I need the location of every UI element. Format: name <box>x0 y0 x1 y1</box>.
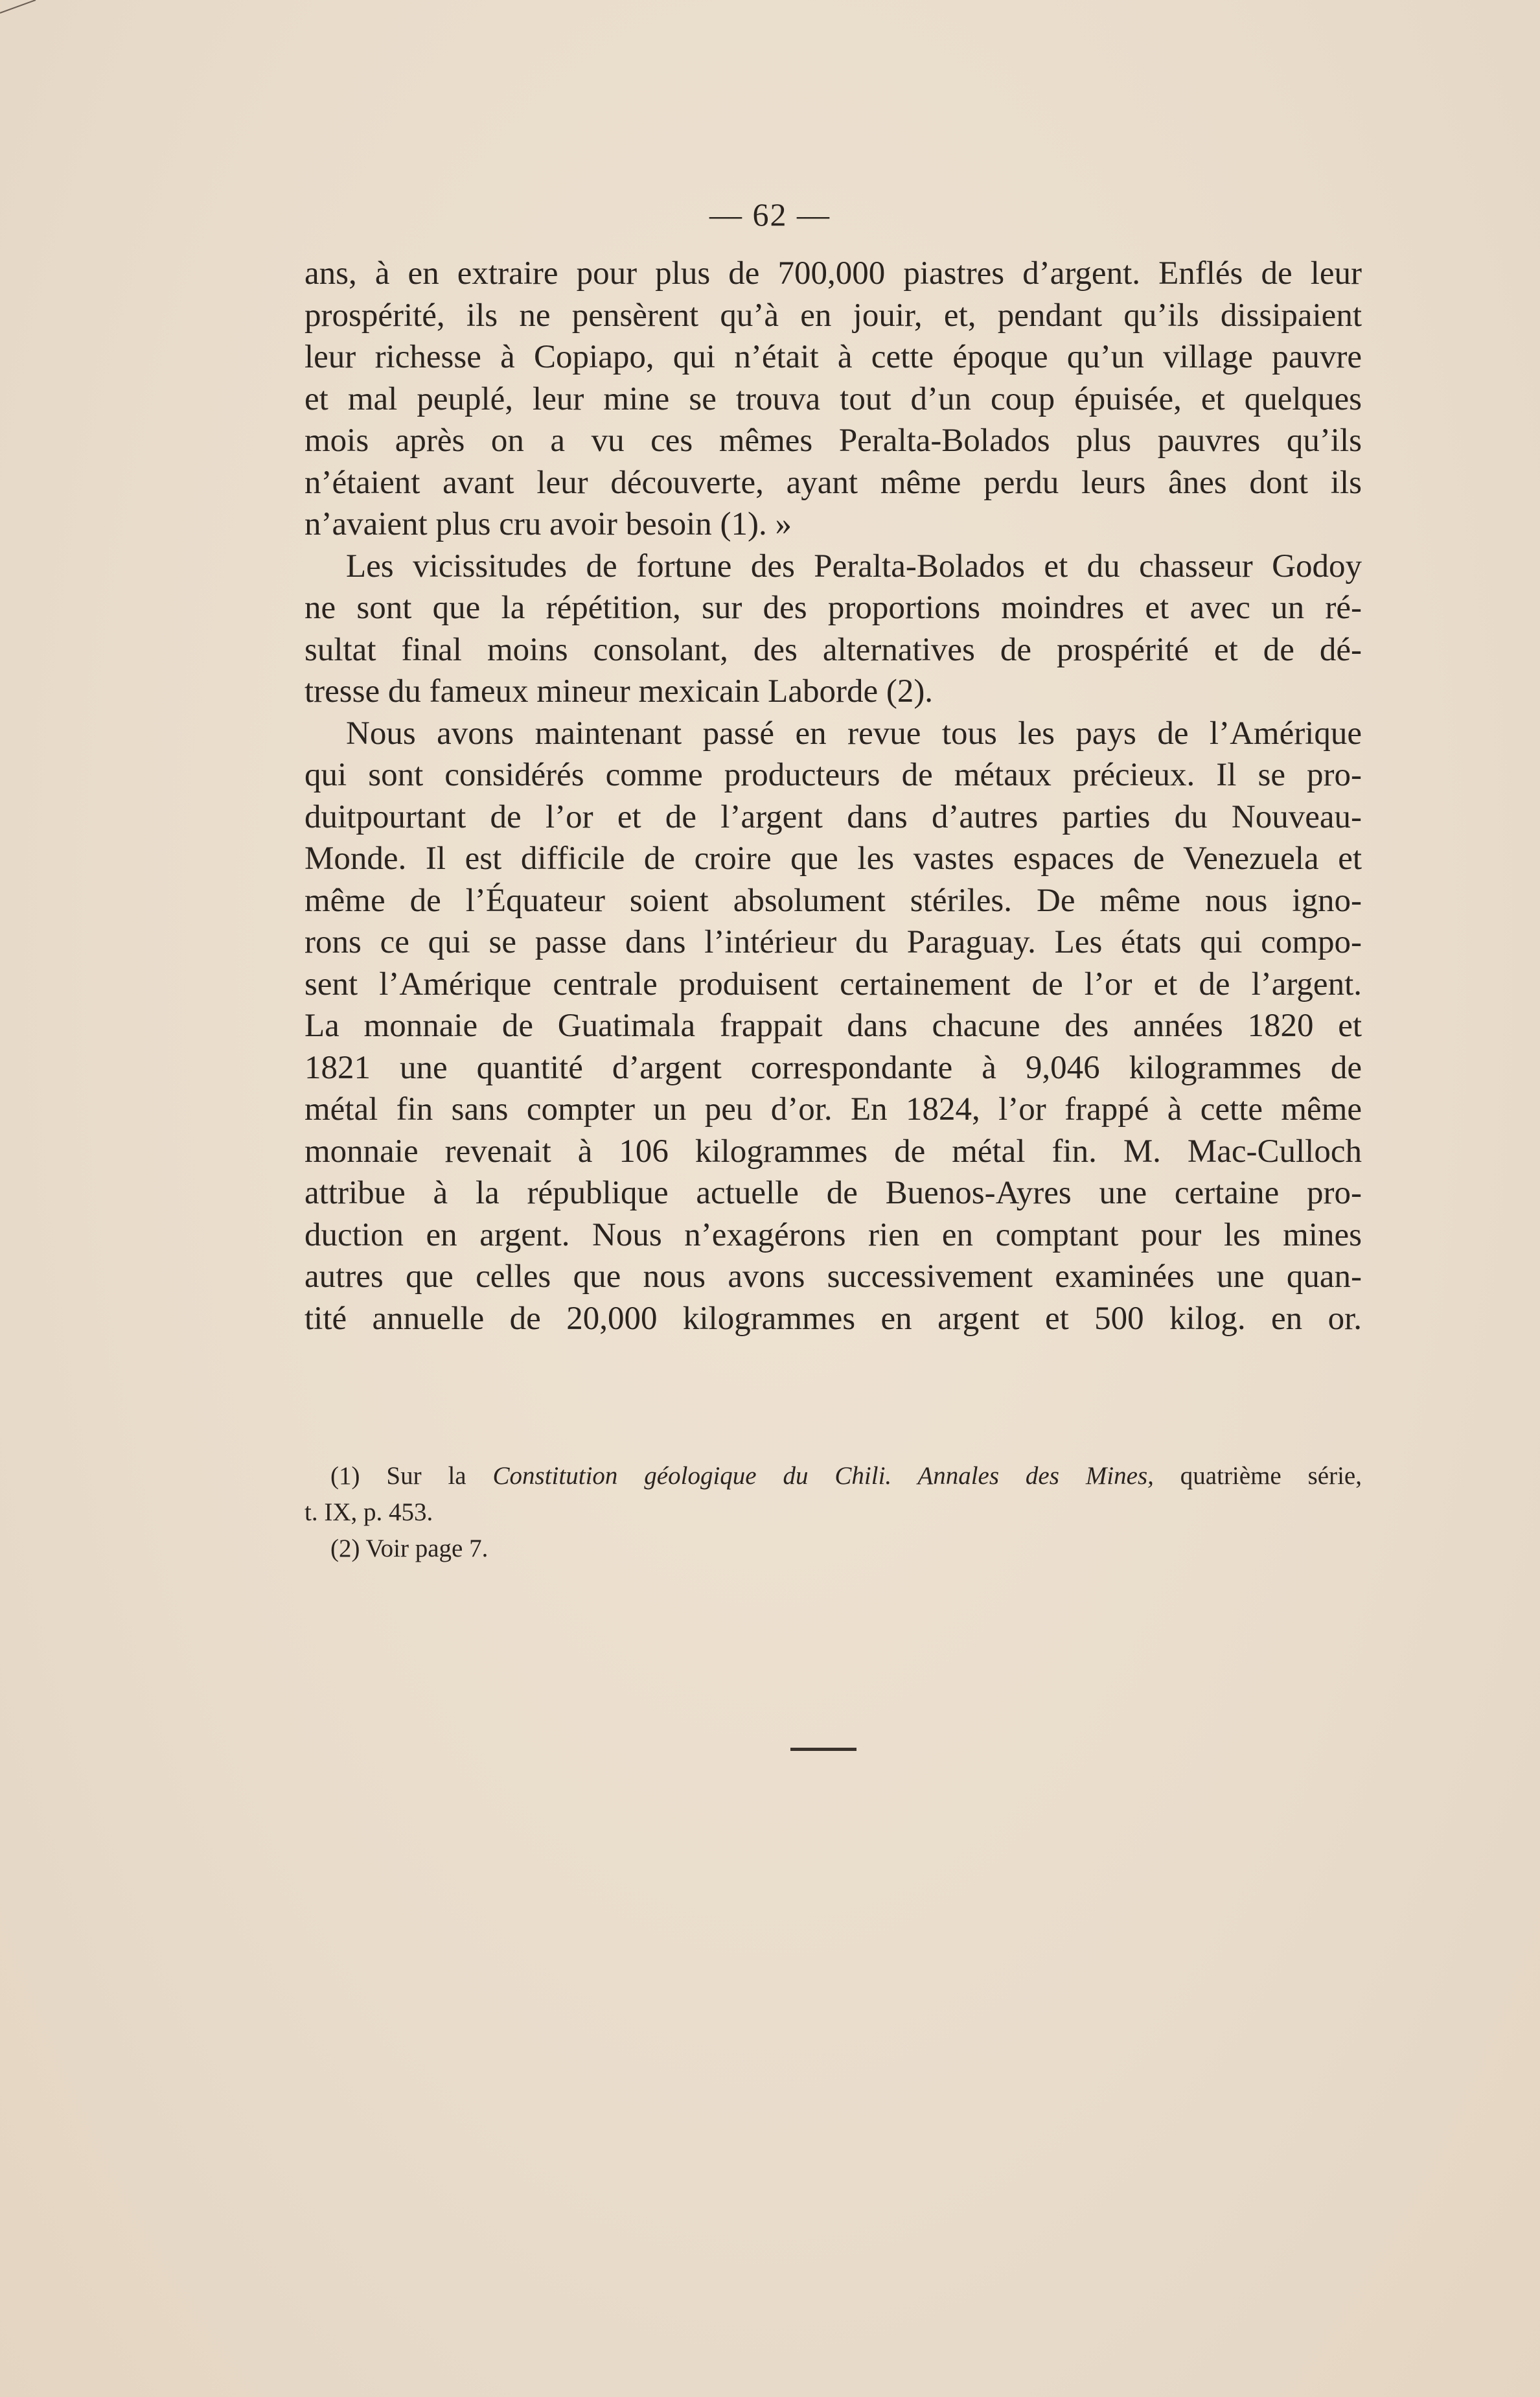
text-line: ans, à en extraire pour plus de 700,000 piastres d’argent. Enflés de leur <box>305 255 1362 292</box>
text-line: Nous avons maintenant passé en revue tous les pays de l’Amérique <box>346 715 1362 752</box>
footnote-1-prefix: (1) Sur la <box>330 1462 493 1490</box>
text-line: monnaie revenait à 106 kilogrammes de métal fin. M. Mac-Culloch <box>305 1133 1362 1170</box>
footnote-1-continued: t. IX, p. 453. <box>305 1498 433 1526</box>
text-line: et mal peuplé, leur mine se trouva tout d’un coup épuisée, et quelques <box>305 380 1362 417</box>
footnote-1-suffix: quatrième série, <box>1153 1462 1362 1490</box>
text-line: La monnaie de Guatimala frappait dans chacune des années 1820 et <box>305 1008 1362 1044</box>
text-line: tité annuelle de 20,000 kilogrammes en argent et 500 kilog. en or. <box>305 1300 1362 1337</box>
body-text <box>305 253 1362 1339</box>
text-line: tresse du fameux mineur mexicain Laborde (2). <box>305 673 934 710</box>
text-line: ne sont que la répétition, sur des proportions moindres et avec un ré- <box>305 590 1362 626</box>
text-line: Les vicissitudes de fortune des Peralta-Bolados et du chasseur Godoy <box>346 548 1362 585</box>
text-line: duction en argent. Nous n’exagérons rien en comptant pour les mines <box>305 1216 1362 1253</box>
text-line: Monde. Il est difficile de croire que les vastes espaces de Venezuela et <box>305 840 1362 877</box>
text-line: n’avaient plus cru avoir besoin (1). » <box>305 506 792 542</box>
page-corner-fold <box>0 0 39 26</box>
text-line: 1821 une quantité d’argent correspondante à 9,046 kilogrammes de <box>305 1049 1362 1086</box>
page-number: — 62 — <box>709 196 831 233</box>
text-line: métal fin sans compter un peu d’or. En 1824, l’or frappé à cette même <box>305 1091 1362 1128</box>
text-line: sent l’Amérique centrale produisent certainement de l’or et de l’argent. <box>305 966 1362 1002</box>
end-rule <box>790 1748 856 1751</box>
text-line: n’étaient avant leur découverte, ayant même perdu leurs ânes dont ils <box>305 464 1362 501</box>
text-line: sultat final moins consolant, des alternatives de prospérité et de dé- <box>305 631 1362 668</box>
text-line: même de l’Équateur soient absolument stériles. De même nous igno- <box>305 882 1362 919</box>
text-line: prospérité, ils ne pensèrent qu’à en jouir, et, pendant qu’ils dissipaient <box>305 297 1362 334</box>
text-line: rons ce qui se passe dans l’intérieur du Paraguay. Les états qui compo- <box>305 924 1362 960</box>
footnote-1-title: Constitution géologique du Chili. Annales des Mines, <box>492 1462 1154 1490</box>
text-line: autres que celles que nous avons successivement examinées une quan- <box>305 1258 1362 1295</box>
footnotes <box>305 1458 1362 1567</box>
text-line: leur richesse à Copiapo, qui n’était à cette époque qu’un village pauvre <box>305 339 1362 375</box>
footnote-1 <box>305 1458 1362 1494</box>
text-line: qui sont considérés comme producteurs de métaux précieux. Il se pro- <box>305 757 1362 793</box>
text-line: mois après on a vu ces mêmes Peralta-Bolados plus pauvres qu’ils <box>305 423 1362 459</box>
text-line: attribue à la république actuelle de Buenos-Ayres une certaine pro- <box>305 1175 1362 1211</box>
text-line: duitpourtant de l’or et de l’argent dans d’autres parties du Nouveau- <box>305 798 1362 835</box>
footnote-2: (2) Voir page 7. <box>330 1534 488 1562</box>
